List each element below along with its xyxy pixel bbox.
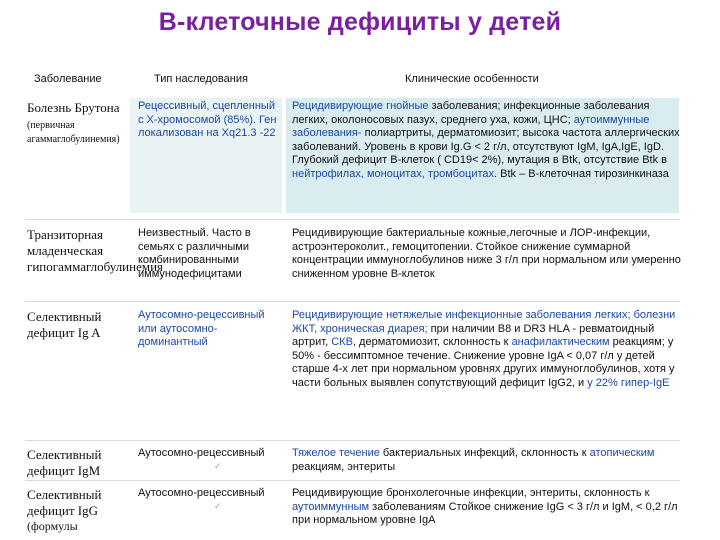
row-5-disease-name: Селективный дефицит IgG <box>27 487 102 518</box>
header-disease: Заболевание <box>34 73 102 85</box>
checkmark-icon: ✓ <box>214 461 222 471</box>
clinical-text-segment: реакциям, энтериты <box>292 460 396 473</box>
row-5-clinical <box>292 487 684 528</box>
header-inheritance: Тип наследования <box>154 73 248 85</box>
row-2-disease-name: Транзиторная младенческая гипогаммаглобулинемия <box>27 227 164 274</box>
clinical-text-segment: заболевания; инфекционные заболевания легких, околоносовых пазух, среднего уха, кожи, ЦНС; <box>292 100 650 126</box>
row-5-disease <box>27 487 131 533</box>
row-divider <box>25 440 680 441</box>
row-divider <box>25 219 680 220</box>
clinical-text-segment: Рецидивирующие бактериальные кожные,легочные и ЛОР-инфекции, астроэнтероколит., гемоцитопении. Стойкое снижение суммарной концентрации иммуноглобулинов ниже 3 г/л при нормальном или умеренно сниженном уровне B-клеток <box>292 227 681 280</box>
row-3-inheritance: Аутосомно-рецессивный или аутосомно-доминантный <box>138 309 265 348</box>
row-1-inheritance: Рецессивный, сцепленный с X-хромосомой (85%). Ген локализован на Xq21.3 -22 <box>138 100 277 139</box>
row-1-disease-sub: (первичная агаммаглобулинемия) <box>27 120 120 145</box>
clinical-text-segment: при наличии B8 и DR3 HLA - ревматоидный артрит, <box>292 322 655 348</box>
row-3-clinical <box>292 309 684 390</box>
clinical-text-segment: аутоиммунные заболевания- <box>292 113 650 139</box>
clinical-text-segment: Тяжелое течение <box>292 447 380 459</box>
row-1-disease-name: Болезнь Брутона <box>27 100 120 115</box>
clinical-text-segment: , дерматомиозит, склонность к <box>352 336 512 348</box>
row-divider <box>25 480 680 481</box>
clinical-text-segment: аутоиммунным <box>292 500 370 513</box>
clinical-text-segment: реакциям; у 50% - бессимптомное течение. Снижение уровне IgA < 0,07 г/л у детей старше 4-х лет при нормальном уровнях других иммуноглобулинов, хотя у части больных выявлен сопутствующий дефицит IgG2, и <box>292 336 675 389</box>
row-4-disease-name: Селективный дефицит IgM <box>27 447 102 478</box>
clinical-text-segment: у 22% гипер-IgE <box>587 376 670 389</box>
clinical-text-segment: анафилактическим <box>511 336 610 348</box>
clinical-text-segment: Рецидивирующие бронхолегочные инфекции, энтериты, склонность к <box>292 487 650 499</box>
row-4-disease <box>27 447 131 479</box>
row-2-clinical <box>292 227 684 281</box>
row-3-disease-name: Селективный дефицит Ig A <box>27 309 102 340</box>
clinical-text-segment: Рецидивирующие нетяжелые инфекционные заболевания легких; болезни ЖКТ, хроническая диарея; <box>292 309 676 335</box>
row-2-inheritance: Неизвестный. Часто в семьях с различными комбинированными иммунодефицитами <box>138 227 251 280</box>
clinical-text-segment: бактериальных инфекций, склонность к <box>379 447 590 459</box>
row-5-disease-sub: (формулы <box>27 519 78 533</box>
clinical-text-segment: СКВ <box>331 336 353 348</box>
row-5-inheritance: Аутосомно-рецессивный <box>138 487 265 499</box>
page-title: B-клеточные дефициты у детей <box>158 8 562 36</box>
clinical-text-segment: . Btk – B-клеточная тирозинкиназа <box>494 167 669 180</box>
clinical-text-segment: Рецидивирующие гнойные <box>292 100 429 112</box>
clinical-text-segment: заболеваниям Стойкое снижение IgG < 3 г/л и IgM, < 0,2 г/л при нормальном уровне IgA <box>292 500 678 526</box>
header-clinical: Клинические особенности <box>405 73 539 85</box>
row-4-clinical <box>292 447 684 474</box>
row-3-disease <box>27 309 131 341</box>
row-4-inheritance: Аутосомно-рецессивный <box>138 447 265 459</box>
clinical-text-segment: атопическим <box>589 447 655 459</box>
row-1-clinical <box>292 100 684 181</box>
row-1-disease <box>27 100 131 147</box>
row-2-disease <box>27 227 164 275</box>
checkmark-icon: ✓ <box>214 501 222 511</box>
clinical-text-segment: полиартриты, дерматомиозит; высока частота аллергических заболеваний. Уровень в крови Ig.G < 2 г/л, отсутствуют IgM, IgA,IgE, IgD. Глубокий дефицит B-клеток ( CD19< 2%), мутация в Btk, отсутствие Btk в <box>292 127 680 166</box>
row-divider <box>25 301 680 302</box>
clinical-text-segment: нейтрофилах, моноцитах, тромбоцитах <box>292 167 495 180</box>
